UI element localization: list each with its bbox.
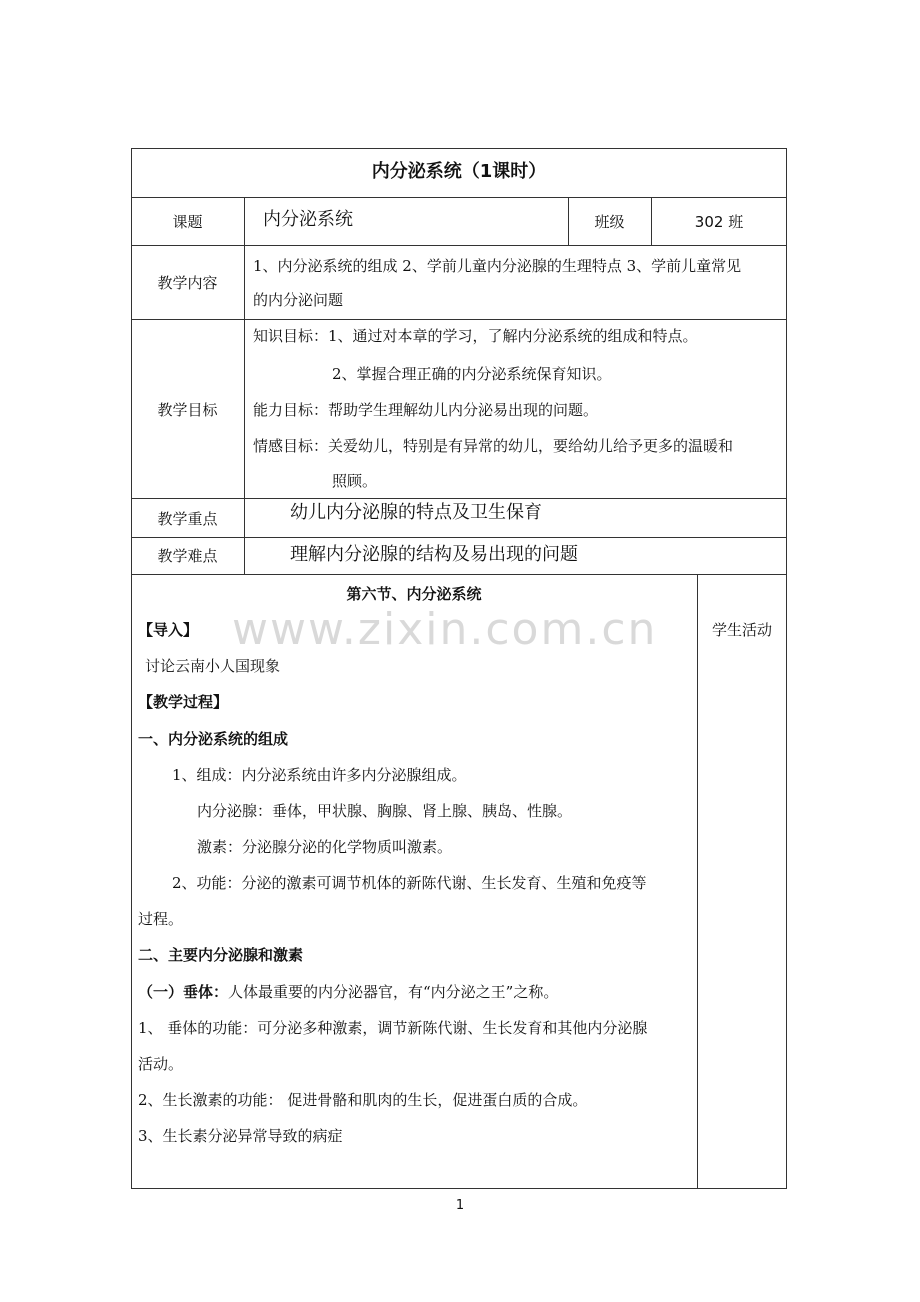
content-label: 教学内容 [157,274,218,292]
subheading: 一、内分泌系统的组成 [138,730,289,748]
key-value: 幼儿内分泌腺的特点及卫生保育 [290,502,542,523]
paragraph-bold-lead: （一）垂体： [138,983,229,1001]
section-title: 第六节、内分泌系统 [346,585,482,603]
page-number: 1 [455,1198,465,1213]
row-divider [131,498,787,499]
topic-label: 课题 [172,213,203,231]
paragraph: 2、生长激素的功能： 促进骨骼和肌肉的生长，促进蛋白质的合成。 [138,1091,588,1109]
goal-line: 情感目标：关爱幼儿，特别是有异常的幼儿，要给幼儿给予更多的温暖和 [253,437,734,455]
intro-text: 讨论云南小人国现象 [145,657,281,675]
difficult-label: 教学难点 [157,547,218,565]
key-label: 教学重点 [157,510,218,528]
row-divider [131,574,787,575]
goals-label: 教学目标 [157,401,218,419]
goal-line: 知识目标：1、通过对本章的学习，了解内分泌系统的组成和特点。 [253,327,698,345]
lesson-title: 内分泌系统（1课时） [371,161,547,182]
intro-heading: 【导入】 [138,621,199,639]
side-label: 学生活动 [711,621,772,639]
goal-line: 能力目标：帮助学生理解幼儿内分泌易出现的问题。 [253,401,599,419]
paragraph: 过程。 [138,910,184,928]
column-divider [697,574,698,1189]
paragraph [138,982,558,1002]
paragraph-rest: 人体最重要的内分泌器官，有“内分泌之王”之称。 [228,983,559,1001]
paragraph: 2、功能：分泌的激素可调节机体的新陈代谢、生长发育、生殖和免疫等 [172,874,647,892]
row-divider [131,245,787,246]
topic-value: 内分泌系统 [263,209,353,230]
paragraph: 内分泌腺：垂体，甲状腺、胸腺、肾上腺、胰岛、性腺。 [197,802,573,820]
paragraph: 3、生长素分泌异常导致的病症 [138,1127,343,1145]
paragraph: 激素：分泌腺分泌的化学物质叫激素。 [197,838,453,856]
column-divider [244,197,245,574]
row-divider [131,319,787,320]
class-label: 班级 [594,213,625,231]
watermark: www.zixin.com.cn [232,604,658,655]
subheading: 二、主要内分泌腺和激素 [138,946,304,964]
paragraph: 1、组成：内分泌系统由许多内分泌腺组成。 [172,766,467,784]
process-heading: 【教学过程】 [138,693,229,711]
content-line: 1、内分泌系统的组成 2、学前儿童内分泌腺的生理特点 3、学前儿童常见 [253,257,742,275]
paragraph: 1、 垂体的功能：可分泌多种激素，调节新陈代谢、生长发育和其他内分泌腺 [138,1019,648,1037]
row-divider [131,537,787,538]
content-line: 的内分泌问题 [253,291,344,309]
goal-line: 2、掌握合理正确的内分泌系统保育知识。 [332,365,612,383]
row-divider [131,197,787,198]
class-value: 302 班 [694,213,744,231]
paragraph: 活动。 [138,1055,184,1073]
difficult-value: 理解内分泌腺的结构及易出现的问题 [290,544,578,565]
goal-line: 照顾。 [332,472,378,490]
